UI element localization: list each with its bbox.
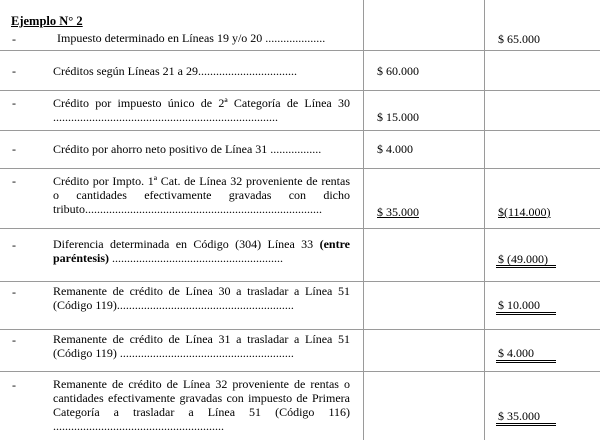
- row-description: Crédito por ahorro neto positivo de Línea 31 .................: [53, 142, 322, 156]
- row-dash: -: [12, 32, 16, 46]
- double-underline: [496, 265, 556, 268]
- row-amount: $ 15.000: [377, 110, 419, 124]
- row-description: [53, 237, 350, 265]
- row-dash: -: [12, 238, 16, 252]
- row-amount-total: $ 4.000: [498, 346, 534, 360]
- row-amount: $ 60.000: [377, 64, 419, 78]
- row-description: Créditos según Líneas 21 a 29.................................: [53, 64, 297, 78]
- col-divider-2: [484, 0, 485, 440]
- row-divider: [0, 168, 600, 169]
- double-underline: [496, 423, 556, 426]
- row-description-bold: (entre paréntesis): [53, 237, 351, 265]
- row-amount-total: $ (49.000): [498, 252, 548, 266]
- double-underline: [496, 360, 556, 363]
- row-description: Remanente de crédito de Línea 30 a trasladar a Línea 51 (Código 119)...........................................................: [53, 284, 350, 312]
- row-dash: -: [12, 378, 16, 392]
- row-divider: [0, 371, 600, 372]
- row-amount-total: $(114.000): [498, 205, 551, 219]
- row-dash: -: [12, 174, 16, 188]
- row-amount-total: $ 35.000: [498, 409, 540, 423]
- row-divider: [0, 329, 600, 330]
- row-amount-total: $ 65.000: [498, 32, 540, 46]
- double-underline: [496, 312, 556, 315]
- example-title: Ejemplo N° 2: [11, 14, 83, 28]
- row-dash: -: [12, 96, 16, 110]
- row-description-text: Diferencia determinada en Código (304) Línea 33: [53, 237, 314, 251]
- row-description: Crédito por impuesto único de 2ª Categoría de Línea 30 ...........................................................................: [53, 96, 350, 124]
- row-divider: [0, 281, 600, 282]
- row-description-tail: .........................................................: [109, 251, 283, 265]
- row-divider: [0, 228, 600, 229]
- row-description: Impuesto determinado en Líneas 19 y/o 20 ....................: [57, 31, 326, 45]
- row-description: Crédito por Impto. 1ª Cat. de Línea 32 proveniente de rentas o cantidades efectivamente gravadas con dicho tributo...............................................................................: [53, 174, 350, 216]
- row-divider: [0, 130, 600, 131]
- row-dash: -: [12, 333, 16, 347]
- row-amount: $ 4.000: [377, 142, 413, 156]
- row-divider: [0, 50, 600, 51]
- row-dash: -: [12, 142, 16, 156]
- row-dash: -: [12, 64, 16, 78]
- row-amount-total: $ 10.000: [498, 298, 540, 312]
- row-description: Remanente de crédito de Línea 31 a trasladar a Línea 51 (Código 119) ..........................................................: [53, 332, 350, 360]
- row-divider: [0, 90, 600, 91]
- row-dash: -: [12, 285, 16, 299]
- col-divider-1: [363, 0, 364, 440]
- row-amount: $ 35.000: [377, 205, 419, 219]
- row-description: Remanente de crédito de Línea 32 proveniente de rentas o cantidades efectivamente gravadas con impuesto de Primera Categoría a trasladar a Línea 51 (Código 116) .........................................................: [53, 377, 350, 433]
